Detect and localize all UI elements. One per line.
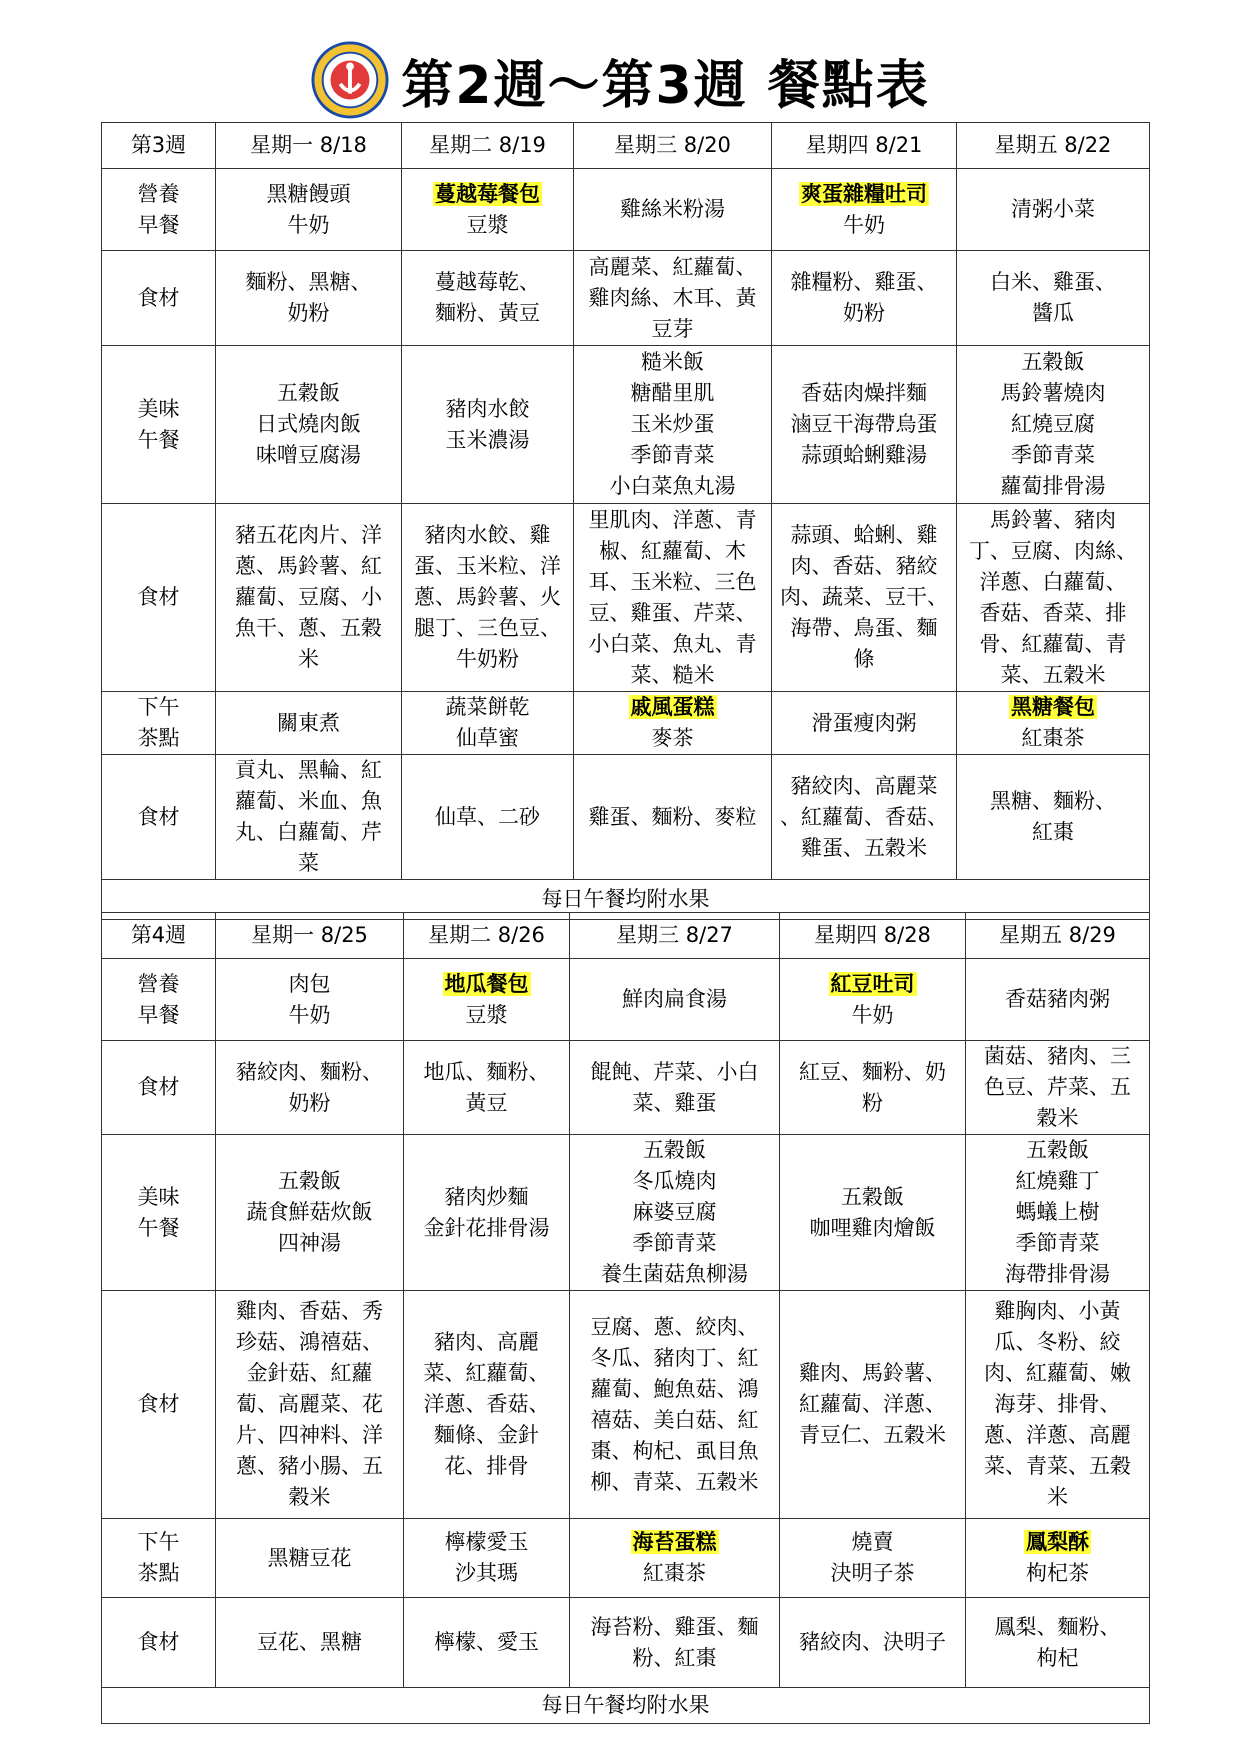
ingredient-cell: [216, 251, 402, 346]
ingredient-line: 餛飩、芹菜、小白: [590, 1059, 759, 1084]
ingredient-cell: [216, 1598, 404, 1688]
menu-item: 牛奶: [851, 1002, 894, 1027]
lunch-row: [102, 346, 1150, 504]
menu-item: 蘿蔔排骨湯: [1000, 474, 1106, 498]
ingredient-line: 菌菇、豬肉、三: [984, 1044, 1131, 1068]
row-label-line: 早餐: [137, 1002, 180, 1027]
menu-item: 養生菌菇魚柳湯: [601, 1262, 748, 1286]
ingredient-line: 海帶、鳥蛋、麵: [790, 616, 938, 640]
row-label: 食材: [102, 755, 216, 880]
ingredient-line: 柳、青菜、五穀米: [590, 1469, 759, 1494]
ingredient-line: 仙草、二砂: [435, 804, 540, 829]
menu-item: 麥茶: [651, 726, 694, 750]
menu-cell: [574, 169, 772, 251]
ingredient-line: 雞肉、香菇、秀: [236, 1299, 383, 1323]
highlighted-item: 海苔蛋糕: [632, 1530, 717, 1554]
menu-item: 滑蛋瘦肉粥: [811, 710, 917, 735]
menu-item: [961, 692, 1145, 723]
row-label: 食材: [102, 251, 216, 346]
ingredient-line: 蔔、高麗菜、花: [236, 1392, 383, 1416]
highlighted-item: 戚風蛋糕: [630, 695, 715, 719]
menu-cell: [780, 959, 966, 1041]
ingredient-line: 蘿蔔、豆腐、小: [235, 585, 382, 609]
ingredient-line: 蔥、馬鈴薯、紅: [235, 554, 382, 578]
ingredient-cell: [957, 504, 1150, 692]
menu-item: 咖哩雞肉燴飯: [809, 1215, 936, 1240]
menu-item: 季節青菜: [630, 443, 715, 467]
menu-item: 仙草蜜: [456, 726, 519, 750]
menu-item: 滷豆干海帶烏蛋: [790, 412, 938, 436]
fruit-note: 每日午餐均附水果: [102, 880, 1150, 920]
highlighted-item: 黑糖餐包: [1011, 695, 1095, 719]
ingredient-cell: [780, 1041, 966, 1135]
page-title: 第2週～第3週 餐點表: [401, 55, 930, 116]
menu-item: 玉米濃湯: [445, 427, 530, 452]
ingredient-line: 豬絞肉、決明子: [799, 1630, 946, 1654]
ingredient-line: 棗、枸杞、虱目魚: [590, 1438, 759, 1463]
menu-item: 豆漿: [466, 212, 509, 237]
menu-item: 豬肉水餃: [445, 396, 530, 421]
breakfast-ing-row: [102, 1041, 1150, 1135]
ingredient-cell: [570, 1598, 780, 1688]
ingredient-cell: [966, 1291, 1150, 1519]
menu-item: 豬肉炒麵: [444, 1184, 529, 1209]
row-label: [102, 692, 216, 755]
menu-cell: [780, 1135, 966, 1291]
ingredient-cell: [216, 1291, 404, 1519]
highlighted-item: 鳳梨酥: [1026, 1530, 1089, 1554]
ingredient-line: 粉、紅棗: [632, 1645, 717, 1670]
ingredient-cell: [780, 1598, 966, 1688]
menu-cell: [966, 959, 1150, 1041]
ingredient-line: 穀米: [1036, 1106, 1079, 1130]
ingredient-line: 冬瓜、豬肉丁、紅: [590, 1345, 759, 1370]
day-header: 星期四 8/21: [772, 123, 957, 169]
menu-cell: [772, 692, 957, 755]
row-label: [102, 1135, 216, 1291]
highlighted-item: 爽蛋雜糧吐司: [801, 181, 927, 206]
menu-item: 金針花排骨湯: [423, 1215, 550, 1240]
ingredient-line: 蔓越莓乾、: [435, 270, 540, 294]
ingredient-line: 魚干、蔥、五穀: [235, 616, 382, 640]
ingredient-line: 金針菇、紅蘿: [246, 1361, 373, 1385]
ingredient-line: 菜、紅蘿蔔、: [423, 1361, 550, 1385]
highlighted-item: 紅豆吐司: [830, 971, 915, 996]
ingredient-cell: [216, 1041, 404, 1135]
week-label: 第3週: [102, 123, 216, 169]
ingredient-line: 馬鈴薯、豬肉: [990, 507, 1116, 532]
menu-cell: [402, 692, 574, 755]
ingredient-line: 粉: [862, 1090, 883, 1115]
row-label: 食材: [102, 1291, 216, 1519]
ingredient-line: 雞蛋、麵粉、麥粒: [588, 804, 757, 829]
ingredient-line: 菜、雞蛋: [632, 1090, 717, 1115]
ingredient-line: 骨、紅蘿蔔、青: [979, 631, 1127, 656]
menu-item: 蒜頭蛤蜊雞湯: [801, 443, 927, 467]
ingredient-line: 白米、雞蛋、: [990, 270, 1116, 294]
menu-item: [970, 1527, 1145, 1558]
menu-cell: [966, 1519, 1150, 1598]
day-header: 星期二 8/19: [402, 123, 574, 169]
menu-cell: [404, 959, 570, 1041]
ingredient-cell: [574, 504, 772, 692]
ingredient-cell: [772, 755, 957, 880]
ingredient-line: 蘿蔔、米血、魚: [235, 789, 382, 813]
ingredient-line: 豬五花肉片、洋: [235, 523, 382, 547]
ingredient-line: 奶粉: [843, 301, 885, 325]
highlighted-item: 地瓜餐包: [444, 971, 529, 996]
menu-item: 五穀飯: [278, 1169, 341, 1193]
ingredient-line: 米: [1047, 1485, 1068, 1509]
ingredient-line: 穀米: [288, 1485, 331, 1509]
menu-item: 黑糖豆花: [267, 1545, 352, 1570]
menu-item: [784, 969, 961, 1000]
menu-item: 五穀飯: [643, 1138, 706, 1162]
menu-cell: [574, 346, 772, 504]
ingredient-line: 花、排骨: [444, 1454, 529, 1478]
ingredient-line: 耳、玉米粒、三色: [588, 569, 757, 594]
ingredient-line: 麵條、金針: [434, 1423, 539, 1447]
menu-item: 馬鈴薯燒肉: [1000, 381, 1106, 405]
menu-item: 關東煮: [277, 710, 340, 735]
ingredient-line: 紅棗: [1032, 820, 1074, 844]
menu-cell: [574, 692, 772, 755]
ingredient-line: 蔥、洋蔥、高麗: [984, 1423, 1131, 1447]
ingredient-line: 丁、豆腐、肉絲、: [969, 538, 1137, 563]
menu-item: 沙其瑪: [455, 1561, 518, 1585]
menu-cell: [957, 169, 1150, 251]
menu-cell: [402, 346, 574, 504]
menu-cell: [216, 959, 404, 1041]
menu-cell: [570, 1519, 780, 1598]
ingredient-cell: [402, 755, 574, 880]
ingredient-line: 雜糧粉、雞蛋、: [790, 270, 938, 294]
ingredient-line: 肉、紅蘿蔔、嫩: [984, 1361, 1131, 1385]
menu-item: 燒賣: [851, 1530, 894, 1554]
menu-cell: [402, 169, 574, 251]
snack-ing-row: [102, 755, 1150, 880]
menu-cell: [404, 1519, 570, 1598]
ingredient-line: 蔥、馬鈴薯、火: [414, 585, 561, 609]
ingredient-line: 禧菇、美白菇、紅: [590, 1407, 759, 1432]
ingredient-line: 豆芽: [651, 316, 694, 341]
ingredient-line: 雞蛋、五穀米: [801, 835, 927, 860]
day-header: 星期三 8/20: [574, 123, 772, 169]
ingredient-line: 肉、香菇、豬絞: [790, 554, 938, 578]
ingredient-line: 黃豆: [465, 1090, 508, 1115]
ingredient-line: 豆花、黑糖: [257, 1630, 362, 1654]
ingredient-line: 丸、白蘿蔔、芹: [235, 820, 382, 844]
menu-item: 海帶排骨湯: [1005, 1262, 1110, 1286]
day-header: 星期一 8/25: [216, 913, 404, 959]
ingredient-line: 菜: [298, 851, 319, 875]
menu-item: 枸杞茶: [1026, 1561, 1089, 1585]
row-label-line: 早餐: [137, 212, 180, 237]
lunch-row: [102, 1135, 1150, 1291]
row-label: 食材: [102, 1598, 216, 1688]
menu-item: 清粥小菜: [1011, 197, 1095, 221]
menu-item: 螞蟻上樹: [1015, 1200, 1100, 1224]
snack-row: [102, 1519, 1150, 1598]
ingredient-line: 、紅蘿蔔、香菇、: [780, 804, 948, 829]
menu-item: [408, 969, 565, 1000]
menu-item: 雞絲米粉湯: [620, 197, 725, 221]
menu-cell: [957, 346, 1150, 504]
menu-cell: [216, 346, 402, 504]
menu-cell: [780, 1519, 966, 1598]
menu-item: 冬瓜燒肉: [632, 1169, 717, 1193]
menu-cell: [216, 692, 402, 755]
ingredient-line: 小白菜、魚丸、青: [588, 631, 757, 656]
day-header-row: [102, 123, 1150, 169]
row-label: 食材: [102, 1041, 216, 1135]
ingredient-line: 珍菇、鴻禧菇、: [236, 1330, 383, 1354]
ingredient-cell: [404, 1291, 570, 1519]
snack-ing-row: [102, 1598, 1150, 1688]
menu-item: 玉米炒蛋: [630, 412, 715, 436]
menu-cell: [966, 1135, 1150, 1291]
menu-item: 牛奶: [287, 212, 330, 237]
menu-item: 糖醋里肌: [630, 381, 715, 405]
ingredient-cell: [957, 755, 1150, 880]
row-label-line: 美味: [137, 396, 180, 421]
menu-item: 五穀飯: [277, 381, 340, 405]
menu-item: 肉包: [288, 971, 331, 996]
ingredient-line: 青豆仁、五穀米: [799, 1423, 946, 1447]
menu-item: [574, 1527, 775, 1558]
ingredient-line: 海芽、排骨、: [994, 1392, 1121, 1416]
week-label: 第4週: [102, 913, 216, 959]
snack-row: [102, 692, 1150, 755]
row-label-line: 營養: [137, 971, 180, 996]
row-label: [102, 346, 216, 504]
row-label-line: 午餐: [137, 427, 180, 452]
highlighted-item: 蔓越莓餐包: [435, 181, 540, 206]
ingredient-line: 豬肉、高麗: [434, 1330, 539, 1354]
ingredient-line: 豆腐、蔥、絞肉、: [590, 1314, 759, 1339]
ingredient-line: 高麗菜、紅蘿蔔、: [588, 254, 757, 279]
menu-item: 牛奶: [843, 212, 885, 237]
ingredient-line: 雞胸肉、小黃: [994, 1299, 1121, 1323]
breakfast-row: [102, 959, 1150, 1041]
ingredient-cell: [570, 1291, 780, 1519]
menu-cell: [772, 346, 957, 504]
menu-item: 五穀飯: [841, 1184, 904, 1209]
ingredient-line: 腿丁、三色豆、: [414, 616, 561, 640]
ingredient-line: 片、四神料、洋: [236, 1423, 383, 1447]
row-label-line: 美味: [137, 1184, 180, 1209]
menu-item: 季節青菜: [1015, 1231, 1100, 1255]
menu-item: 蔬菜餅乾: [445, 695, 530, 719]
ingredient-cell: [216, 755, 402, 880]
row-label-line: 下午: [137, 695, 180, 719]
row-label-line: 茶點: [137, 1561, 180, 1585]
ingredient-line: 豬絞肉、麵粉、: [236, 1059, 383, 1084]
day-header: 星期五 8/22: [957, 123, 1150, 169]
ingredient-cell: [772, 504, 957, 692]
menu-item: 香菇肉燥拌麵: [801, 381, 927, 405]
ingredient-line: 豬絞肉、高麗菜: [790, 773, 938, 798]
ingredient-cell: [574, 755, 772, 880]
ingredient-cell: [216, 504, 402, 692]
fruit-note-row: [102, 1688, 1150, 1724]
lunch-ing-row: [102, 1291, 1150, 1519]
menu-cell: [216, 1519, 404, 1598]
ingredient-line: 蛋、玉米粒、洋: [414, 554, 561, 578]
day-header: 星期二 8/26: [404, 913, 570, 959]
menu-cell: [216, 1135, 404, 1291]
row-label-line: 茶點: [137, 726, 180, 750]
ingredient-cell: [402, 504, 574, 692]
ingredient-line: 洋蔥、香菇、: [423, 1392, 550, 1416]
menu-item: 香菇豬肉粥: [1005, 987, 1110, 1011]
ingredient-line: 豬肉水餃、雞: [424, 523, 551, 547]
ingredient-line: 蔥、豬小腸、五: [236, 1454, 383, 1478]
ingredient-line: 醬瓜: [1032, 301, 1074, 325]
breakfast-ing-row: [102, 251, 1150, 346]
ingredient-line: 蘿蔔、鮑魚菇、鴻: [590, 1376, 759, 1401]
menu-item: 黑糖饅頭: [266, 181, 351, 206]
ingredient-line: 米: [298, 647, 319, 671]
ingredient-line: 瓜、冬粉、絞: [994, 1330, 1121, 1354]
menu-cell: [404, 1135, 570, 1291]
ingredient-line: 枸杞: [1036, 1645, 1079, 1670]
menu-cell: [957, 692, 1150, 755]
menu-item: [406, 179, 569, 210]
ingredient-cell: [772, 251, 957, 346]
menu-item: 味噌豆腐湯: [256, 443, 361, 467]
ingredient-cell: [966, 1598, 1150, 1688]
row-label: 食材: [102, 504, 216, 692]
ingredient-line: 麵粉、黑糖、: [245, 270, 372, 294]
ingredient-line: 牛奶粉: [456, 647, 519, 671]
ingredient-line: 豆、雞蛋、芹菜、: [588, 600, 757, 625]
ingredient-line: 紅蘿蔔、洋蔥、: [799, 1392, 946, 1416]
fruit-note: 每日午餐均附水果: [102, 1688, 1150, 1724]
breakfast-row: [102, 169, 1150, 251]
menu-table-week-4: [101, 912, 1150, 1724]
ingredient-line: 香菇、香菜、排: [979, 600, 1127, 625]
menu-item: 蔬食鮮菇炊飯: [246, 1200, 373, 1224]
ingredient-line: 菜、青菜、五穀: [984, 1454, 1131, 1478]
menu-item: 檸檬愛玉: [444, 1530, 529, 1554]
menu-item: 紅燒雞丁: [1015, 1169, 1100, 1193]
ingredient-cell: [570, 1041, 780, 1135]
day-header: 星期五 8/29: [966, 913, 1150, 959]
menu-item: 糙米飯: [641, 350, 704, 374]
menu-item: 小白菜魚丸湯: [609, 474, 736, 498]
menu-item: 豆漿: [465, 1002, 508, 1027]
menu-item: 紅棗茶: [643, 1561, 706, 1585]
menu-item: 季節青菜: [1011, 443, 1095, 467]
ingredient-line: 洋蔥、白蘿蔔、: [979, 569, 1127, 594]
row-label-line: 營養: [137, 181, 180, 206]
ingredient-line: 奶粉: [287, 301, 330, 325]
ingredient-cell: [780, 1291, 966, 1519]
menu-cell: [772, 169, 957, 251]
ingredient-line: 條: [853, 647, 875, 671]
ingredient-line: 貢丸、黑輪、紅: [235, 758, 382, 782]
ingredient-line: 雞肉、馬鈴薯、: [799, 1361, 946, 1385]
ingredient-cell: [404, 1598, 570, 1688]
menu-cell: [216, 169, 402, 251]
ingredient-line: 麵粉、黃豆: [435, 301, 540, 325]
ingredient-line: 檸檬、愛玉: [434, 1630, 539, 1654]
menu-cell: [570, 959, 780, 1041]
menu-item: 麻婆豆腐: [632, 1200, 717, 1224]
menu-item: 五穀飯: [1021, 350, 1085, 374]
menu-item: 鮮肉扁食湯: [622, 987, 727, 1011]
menu-cell: [570, 1135, 780, 1291]
ingredient-line: 地瓜、麵粉、: [423, 1059, 550, 1084]
row-label: [102, 959, 216, 1041]
day-header: 星期四 8/28: [780, 913, 966, 959]
ingredient-line: 菜、五穀米: [1000, 662, 1106, 687]
ingredient-cell: [402, 251, 574, 346]
school-emblem-icon: [311, 41, 389, 119]
row-label-line: 午餐: [137, 1215, 180, 1240]
menu-table-week-3: [101, 122, 1150, 920]
day-header: 星期三 8/27: [570, 913, 780, 959]
menu-item: 四神湯: [278, 1231, 341, 1255]
ingredient-line: 蒜頭、蛤蜊、雞: [790, 523, 938, 547]
ingredient-line: 鳳梨、麵粉、: [994, 1614, 1121, 1639]
menu-item: 決明子茶: [830, 1561, 915, 1585]
lunch-ing-row: [102, 504, 1150, 692]
ingredient-line: 奶粉: [288, 1090, 331, 1115]
ingredient-line: 椒、紅蘿蔔、木: [599, 538, 746, 563]
ingredient-line: 里肌肉、洋蔥、青: [588, 507, 757, 532]
ingredient-line: 黑糖、麵粉、: [990, 789, 1116, 813]
menu-item: 季節青菜: [632, 1231, 717, 1255]
menu-item: 日式燒肉飯: [256, 412, 361, 436]
row-label: [102, 1519, 216, 1598]
ingredient-line: 菜、糙米: [630, 662, 715, 687]
ingredient-cell: [404, 1041, 570, 1135]
ingredient-line: 肉、蔬菜、豆干、: [780, 585, 948, 609]
day-header: 星期一 8/18: [216, 123, 402, 169]
row-label: [102, 169, 216, 251]
menu-item: 五穀飯: [1026, 1138, 1089, 1162]
ingredient-line: 紅豆、麵粉、奶: [799, 1059, 946, 1084]
menu-item: 牛奶: [288, 1002, 331, 1027]
day-header-row: [102, 913, 1150, 959]
ingredient-line: 雞肉絲、木耳、黃: [588, 285, 757, 310]
ingredient-cell: [957, 251, 1150, 346]
menu-item: [776, 179, 952, 210]
ingredient-line: 海苔粉、雞蛋、麵: [590, 1614, 759, 1639]
menu-item: 紅棗茶: [1021, 726, 1085, 750]
row-label-line: 下午: [137, 1530, 180, 1554]
menu-item: 紅燒豆腐: [1011, 412, 1095, 436]
ingredient-cell: [966, 1041, 1150, 1135]
ingredient-line: 色豆、芹菜、五: [984, 1075, 1131, 1099]
ingredient-cell: [574, 251, 772, 346]
menu-item: [578, 692, 767, 723]
page-header: [0, 30, 1241, 130]
